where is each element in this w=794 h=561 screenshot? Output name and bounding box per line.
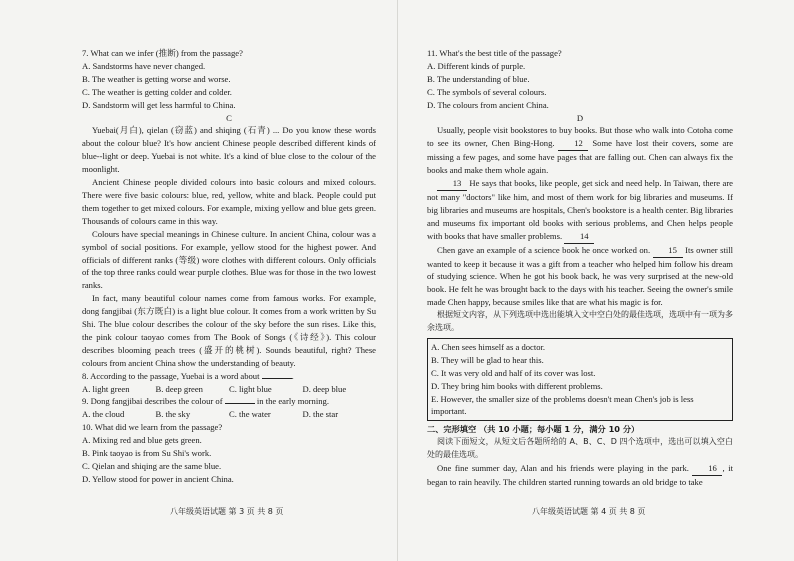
question-7 bbox=[82, 47, 376, 112]
q10-stem: 10. What did we learn from the passage? bbox=[82, 422, 223, 433]
section-2-title: 二、完形填空 （共 10 小题；每小题 1 分，满分 10 分） bbox=[427, 424, 640, 435]
left-page-footer: 八年级英语试题 第 3 页 共 8 页 bbox=[170, 507, 284, 516]
blank-16[interactable]: 16 bbox=[692, 462, 722, 476]
q11-stem: 11. What's the best title of the passage? bbox=[427, 48, 562, 58]
q10-option-a: A. Mixing red and blue gets green. bbox=[82, 435, 202, 446]
q9-answer-blank[interactable] bbox=[225, 403, 255, 404]
q9-stem: 9. Dong fangjibai describes the colour of bbox=[82, 396, 223, 407]
q10-option-c: C. Qielan and shiqing are the same blue. bbox=[82, 461, 222, 471]
passage-d-p3-text-b: Its owner still wanted to keep it because it was a gift from a teacher who helped him follow his dream of studying science. When he got his book back, he was very surprised at the new-old book. He felt he was brought back to the days with his teacher. Seeing the owner's smile made Chen happy, because smiles like that are what his magic is for. bbox=[427, 244, 733, 308]
q11-option-d: D. The colours from ancient China. bbox=[427, 99, 549, 110]
passage-d-letter: D bbox=[576, 112, 584, 123]
box-option-e: E. However, the smaller size of the problems doesn't mean Chen's job is less important. bbox=[431, 393, 694, 417]
q7-option-d: D. Sandstorm will get less harmful to China. bbox=[82, 99, 236, 110]
passage-d-p1-text-a: Usually, people visit bookstores to buy books. But those who walk into Cotoha come to see its owner, Chen Bing-Hong. bbox=[427, 125, 733, 149]
passage-c-paragraph-2: Ancient Chinese people divided colours into basic colours and mixed colours. There were five basic colours: blue, red, yellow, white and black. People could put them together to get mixed colours. For example, mixing yellow and blue gets green. Thousands of colours came in this way. bbox=[82, 177, 376, 226]
q7-option-c: C. The weather is getting colder and colder. bbox=[82, 86, 232, 97]
q7-stem: 7. What can we infer (推断) from the passage? bbox=[82, 48, 243, 58]
blank-15[interactable]: 15 bbox=[653, 244, 683, 258]
box-option-a: A. Chen sees himself as a doctor. bbox=[431, 341, 546, 352]
q11-option-c: C. The symbols of several colours. bbox=[427, 86, 547, 97]
right-column bbox=[427, 47, 733, 489]
passage-d-p1-text-b: Some have lost their covers, some are missing a few pages, and some have pages that are falling out. Chen can always fix the books and make them whole again. bbox=[427, 138, 734, 176]
q9-option-c: C. the water bbox=[229, 409, 271, 420]
passage-c-paragraph-1: Yuebai(月白), qielan (窃蓝) and shiqing (石青) ... Do you know these words about the colour blue? It's how ancient Chinese people described different kinds of blue--light or deep. Yuebai is not white. It's a kind of blue close to the colour of the moonlight. bbox=[82, 125, 376, 175]
box-option-d: D. They bring him books with different problems. bbox=[431, 380, 603, 391]
q11-option-b: B. The understanding of blue. bbox=[427, 73, 530, 84]
q10-option-b: B. Pink taoyao is from Su Shi's work. bbox=[82, 448, 212, 459]
blank-12[interactable]: 12 bbox=[558, 137, 588, 151]
q8-option-c: C. light blue bbox=[229, 383, 272, 394]
blank-14[interactable]: 14 bbox=[564, 230, 594, 244]
section-2-instruction: 阅读下面短文，从短文后各题所给的 A、B、C、D 四个选项中，选出可以填入空白处的最佳选项。 bbox=[427, 437, 733, 460]
q9-end: in the early morning. bbox=[256, 396, 329, 407]
passage-c-letter: C bbox=[226, 112, 232, 123]
q8-option-b: B. deep green bbox=[155, 383, 203, 394]
box-option-b: B. They will be glad to hear this. bbox=[431, 354, 544, 365]
passage-d-p2-text: He says that books, like people, get sick and need help. In Taiwan, there are not many "doctors" like him, and most of them work for big libraries and museums. If big libraries and museums are hospitals, Chen's bookstore is a health center. Big libraries and museums fix important old books with serious problems, and Chen helps people with books that have smaller problems. bbox=[427, 178, 733, 241]
cloze-text-b: , it began to rain heavily. The children started running towards an old bridge to take bbox=[427, 463, 733, 487]
q9-option-d: D. the star bbox=[302, 409, 339, 420]
q7-option-b: B. The weather is getting worse and worse. bbox=[82, 73, 231, 84]
question-8 bbox=[82, 370, 376, 396]
cloze-paragraph bbox=[427, 462, 733, 489]
q7-option-a: A. Sandstorms have never changed. bbox=[82, 60, 206, 71]
question-11 bbox=[427, 47, 733, 112]
q8-end: . bbox=[291, 370, 294, 381]
blank-13[interactable]: 13 bbox=[437, 177, 467, 191]
q8-option-d: D. deep blue bbox=[302, 383, 347, 394]
right-page-footer: 八年级英语试题 第 4 页 共 8 页 bbox=[532, 507, 646, 516]
answer-options-box bbox=[427, 338, 733, 421]
passage-d-paragraph-3 bbox=[427, 244, 733, 310]
q8-option-a: A. light green bbox=[82, 383, 130, 394]
passage-d-paragraph-2 bbox=[427, 177, 733, 244]
box-option-c: C. It was very old and half of its cover was lost. bbox=[431, 367, 596, 378]
cloze-text-a: One fine summer day, Alan and his friends were playing in the park. bbox=[437, 463, 689, 474]
q8-stem: 8. According to the passage, Yuebai is a word about bbox=[82, 370, 260, 381]
q9-option-a: A. the cloud bbox=[82, 409, 125, 420]
q9-option-b: B. the sky bbox=[155, 409, 191, 420]
passage-d-instruction: 根据短文内容，从下列选项中选出能填入文中空白处的最佳选项，选项中有一项为多余选项。 bbox=[427, 310, 733, 333]
question-10 bbox=[82, 421, 376, 486]
q8-answer-blank[interactable] bbox=[262, 378, 292, 379]
passage-c-paragraph-3: Colours have special meanings in Chinese culture. In ancient China, colour was a symbol of social positions. For example, yellow stood for the highest power. And officials of different ranks (等级) wore clothes with different colours. Only officials of the top three ranks could wear purple clothes. Blue was for those in the two lowest ranks. bbox=[82, 228, 376, 291]
passage-c-paragraph-4: In fact, many beautiful colour names come from famous works. For example, dong fangjibai (东方既白) is a light blue colour. It comes from a work written by Su Shi. The blue colour describes the colour of the sky before the sun rises. Like this, the pink colour taoyao comes from The Book of Songs (《诗经》). This colour describes blooming peach trees (盛开的桃树). Sounds beautiful, right? These colours from ancient China show the understanding of beauty. bbox=[82, 293, 376, 368]
right-page bbox=[397, 0, 794, 561]
passage-d-p3-text-a: Chen gave an example of a science book he once worked on. bbox=[437, 244, 651, 255]
passage-d-paragraph-1 bbox=[427, 124, 733, 177]
q11-option-a: A. Different kinds of purple. bbox=[427, 60, 526, 71]
q10-option-d: D. Yellow stood for power in ancient China. bbox=[82, 473, 234, 484]
left-column bbox=[82, 47, 376, 486]
question-9 bbox=[82, 395, 376, 421]
